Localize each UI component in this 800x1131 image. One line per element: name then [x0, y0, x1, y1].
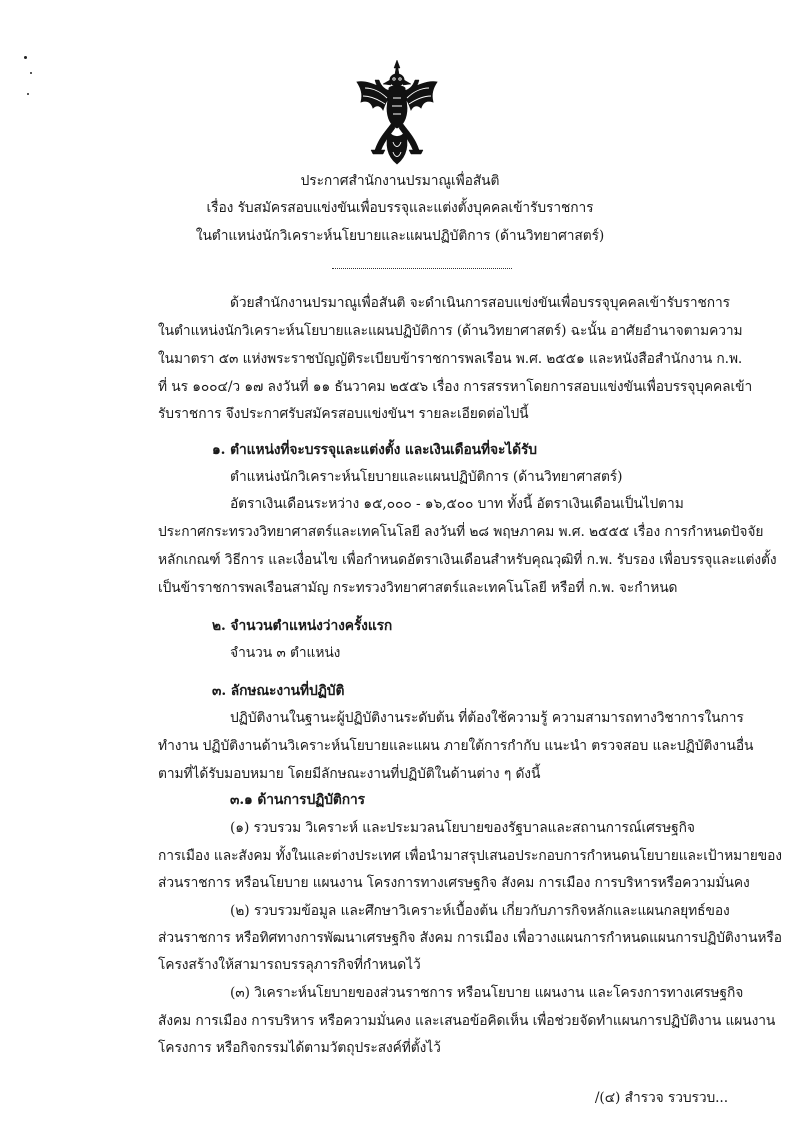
duty-item-line: (๓) วิเคราะห์นโยบายของส่วนราชการ หรือนโยบาย แผนงาน และโครงการทางเศรษฐกิจ	[230, 985, 744, 1001]
section-1-salary-line: ประกาศกระทรวงวิทยาศาสตร์และเทคโนโลยี ลงวันที่ ๒๘ พฤษภาคม พ.ศ. ๒๕๕๕ เรื่อง การกำหนดปัจจัย	[158, 524, 764, 540]
section-1-salary-line: หลักเกณฑ์ วิธีการ และเงื่อนไข เพื่อกำหนดอัตราเงินเดือนสำหรับคุณวุฒิที่ ก.พ. รับรอง เพื่อบรรจุและแต่งตั้ง	[158, 552, 777, 568]
page-continuation: /(๔) สำรวจ รวบรวบ...	[594, 1090, 728, 1106]
intro-line: ในมาตรา ๕๓ แห่งพระราชบัญญัติระเบียบข้าราชการพลเรือน พ.ศ. ๒๕๕๑ และหนังสือสำนักงาน ก.พ.	[158, 351, 743, 367]
section-2-heading: ๒. จำนวนตำแหน่งว่างครั้งแรก	[212, 618, 393, 634]
duty-item-line: (๑) รวบรวม วิเคราะห์ และประมวลนโยบายของรัฐบาลและสถานการณ์เศรษฐกิจ	[230, 820, 695, 836]
duty-item-line: โครงสร้างให้สามารถบรรลุภารกิจที่กำหนดไว้	[158, 957, 421, 973]
section-1-salary-line: อัตราเงินเดือนระหว่าง ๑๕,๐๐๐ - ๑๖,๕๐๐ บาท ทั้งนี้ อัตราเงินเดือนเป็นไปตาม	[230, 496, 684, 512]
document-position-line: ในตำแหน่งนักวิเคราะห์นโยบายและแผนปฏิบัติการ (ด้านวิทยาศาสตร์)	[195, 228, 605, 244]
scan-speck	[30, 72, 32, 74]
document-title: ประกาศสำนักงานปรมาณูเพื่อสันติ	[300, 173, 500, 189]
section-1-salary-line: เป็นข้าราชการพลเรือนสามัญ กระทรวงวิทยาศาสตร์และเทคโนโลยี หรือที่ ก.พ. จะกำหนด	[158, 580, 678, 596]
intro-line: ในตำแหน่งนักวิเคราะห์นโยบายและแผนปฏิบัติการ (ด้านวิทยาศาสตร์) ฉะนั้น อาศัยอำนาจตามความ	[158, 323, 743, 339]
scan-speck	[27, 93, 29, 95]
section-3-heading: ๓. ลักษณะงานที่ปฏิบัติ	[212, 683, 345, 699]
intro-line: ที่ นร ๑๐๐๔/ว ๑๗ ลงวันที่ ๑๑ ธันวาคม ๒๕๕๖ เรื่อง การสรรหาโดยการสอบแข่งขันเพื่อบรรจุบุคคลเข้า	[158, 379, 753, 395]
section-3-line: ตามที่ได้รับมอบหมาย โดยมีลักษณะงานที่ปฏิบัติในด้านต่าง ๆ ดังนี้	[158, 766, 541, 782]
header-divider	[332, 268, 512, 269]
duty-item-line: โครงการ หรือกิจกรรมได้ตามวัตถุประสงค์ที่ตั้งไว้	[158, 1040, 441, 1056]
section-2-count: จำนวน ๓ ตำแหน่ง	[230, 645, 341, 661]
intro-line: รับราชการ จึงประกาศรับสมัครสอบแข่งขันฯ รายละเอียดต่อไปนี้	[158, 406, 529, 422]
scan-speck	[24, 56, 27, 59]
section-3-line: ปฏิบัติงานในฐานะผู้ปฏิบัติงานระดับต้น ที่ต้องใช้ความรู้ ความสามารถทางวิชาการในการ	[230, 710, 744, 726]
duty-item-line: (๒) รวบรวมข้อมูล และศึกษาวิเคราะห์เบื้องต้น เกี่ยวกับภารกิจหลักและแผนกลยุทธ์ของ	[230, 903, 730, 919]
intro-line: ด้วยสำนักงานปรมาณูเพื่อสันติ จะดำเนินการสอบแข่งขันเพื่อบรรจุบุคคลเข้ารับราชการ	[230, 295, 730, 311]
garuda-emblem-icon	[351, 58, 443, 166]
duty-item-line: การเมือง และสังคม ทั้งในและต่างประเทศ เพื่อนำมาสรุปเสนอประกอบการกำหนดนโยบายและเป้าหมายของ	[158, 848, 782, 864]
section-1-position: ตำแหน่งนักวิเคราะห์นโยบายและแผนปฏิบัติการ (ด้านวิทยาศาสตร์)	[230, 469, 623, 485]
duty-item-line: ส่วนราชการ หรือทิศทางการพัฒนาเศรษฐกิจ สังคม การเมือง เพื่อวางแผนการกำหนดแผนการปฏิบัติงานหรือ	[158, 930, 782, 946]
duty-item-line: สังคม การเมือง การบริหาร หรือความมั่นคง และเสนอข้อคิดเห็น เพื่อช่วยจัดทำแผนการปฏิบัติงาน แผนงาน	[158, 1013, 776, 1029]
duty-item-line: ส่วนราชการ หรือนโยบาย แผนงาน โครงการทางเศรษฐกิจ สังคม การเมือง การบริหารหรือความมั่นคง	[158, 875, 750, 891]
document-subject: เรื่อง รับสมัครสอบแข่งขันเพื่อบรรจุและแต่งตั้งบุคคลเข้ารับราชการ	[206, 200, 594, 216]
section-3-line: ทำงาน ปฏิบัติงานด้านวิเคราะห์นโยบายและแผน ภายใต้การกำกับ แนะนำ ตรวจสอบ และปฏิบัติงานอื่น	[158, 738, 754, 754]
section-1-heading: ๑. ตำแหน่งที่จะบรรจุและแต่งตั้ง และเงินเดือนที่จะได้รับ	[212, 442, 537, 458]
section-3-1-heading: ๓.๑ ด้านการปฏิบัติการ	[230, 792, 365, 808]
